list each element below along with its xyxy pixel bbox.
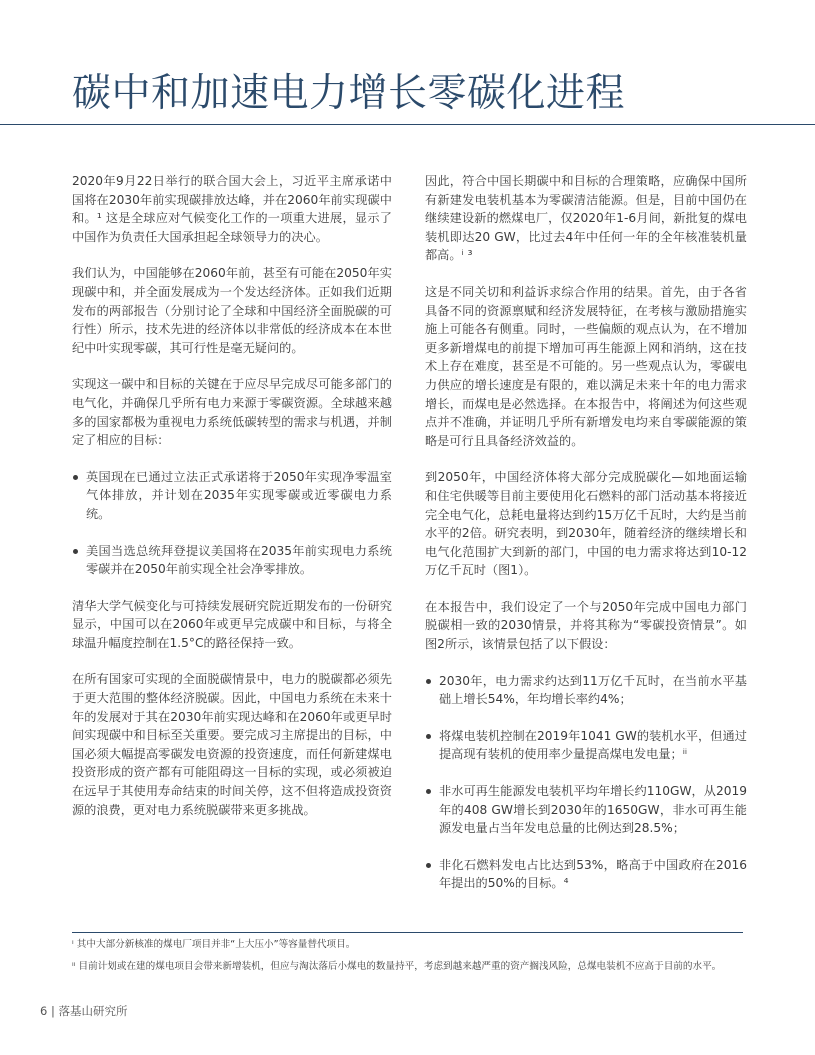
paragraph: 到2050年，中国经济体将大部分完成脱碳化—如地面运输和住宅供暖等目前主要使用化石燃料的部门活动基本将接近完全电气化，总耗电量将达到约15万亿千瓦时，大约是当前水平的2倍。研究表明，到2030年，随着经济的继续增长和电气化范围扩大到新的部门，中国的电力需求将达到10-12万亿千瓦时（图1）。 — [425, 470, 747, 578]
list-item: 非水可再生能源发电装机平均年增长约110GW，从2019年的408 GW增长到2030年的1650GW，非水可再生能源发电量占当年发电总量的比例达到28.5%； — [425, 782, 747, 838]
list-item: 美国当选总统拜登提议美国将在2035年前实现电力系统零碳并在2050年前实现全社会净零排放。 — [72, 542, 392, 579]
left-column — [72, 172, 392, 837]
list-item: 非化石燃料发电占比达到53%，略高于中国政府在2016年提出的50%的目标。⁴ — [425, 856, 747, 893]
list-item: 将煤电装机控制在2019年1041 GW的装机水平，但通过提高现有装机的使用率少量提高煤电发电量；ⁱⁱ — [425, 727, 747, 764]
paragraph: 这是不同关切和利益诉求综合作用的结果。首先，由于各省具备不同的资源禀赋和经济发展特征，在考核与激励措施实施上可能各有侧重。同时，一些偏颇的观点认为，在不增加更多新增煤电的前提下增加可再生能源上网和消纳，这在技术上存在难度，甚至是不可能的。另一些观点认为，零碳电力供应的增长速度是有限的，难以满足未来十年的电力需求增长，而煤电是必然选择。在本报告中，将阐述为何这些观点并不准确，并证明几乎所有新增发电均来自零碳能源的策略是可行且具备经济效益的。 — [425, 284, 747, 448]
list-item: 英国现在已通过立法正式承诺将于2050年实现净零温室气体排放，并计划在2035年实现零碳或近零碳电力系统。 — [72, 468, 392, 524]
paragraph: 在本报告中，我们设定了一个与2050年完成中国电力部门脱碳相一致的2030情景，并将其称为“零碳投资情景”。如图2所示，该情景包括了以下假设： — [425, 599, 747, 652]
assumption-list — [425, 672, 747, 893]
title-divider — [0, 124, 815, 125]
target-list — [72, 468, 392, 579]
footnote-2: ⁱⁱ 目前计划或在建的煤电项目会带来新增装机，但应与淘汰落后小煤电的数量持平，考虑到越来越严重的资产搁浅风险，总煤电装机不应高于目前的水平。 — [72, 961, 722, 972]
paragraph: 2020年9月22日举行的联合国大会上，习近平主席承诺中国将在2030年前实现碳排放达峰，并在2060年前实现碳中和。¹ 这是全球应对气候变化工作的一项重大进展，显示了中国作为负责任大国承担起全球领导力的决心。 — [72, 174, 392, 244]
right-column — [425, 172, 747, 911]
paragraph: 在所有国家可实现的全面脱碳情景中，电力的脱碳都必须先于更大范围的整体经济脱碳。因此，中国电力系统在未来十年的发展对于其在2030年前实现达峰和在2060年或更早时间实现碳中和目标至关重要。要完成习主席提出的目标，中国必须大幅提高零碳发电资源的投资速度，而任何新建煤电投资形成的资产都有可能阻碍这一目标的实现，或必须被迫在远早于其使用寿命结束的时间关停，这不但将造成投资资源的浪费，更对电力系统脱碳带来更多挑战。 — [72, 672, 392, 817]
list-item: 2030年，电力需求约达到11万亿千瓦时，在当前水平基础上增长54%，年均增长率约4%； — [425, 672, 747, 709]
footnote-divider — [72, 932, 743, 933]
paragraph: 我们认为，中国能够在2060年前，甚至有可能在2050年实现碳中和，并全面发展成为一个发达经济体。正如我们近期发布的两部报告（分别讨论了全球和中国经济全面脱碳的可行性）所示，技术先进的经济体以非常低的经济成本在本世纪中叶实现零碳，其可行性是毫无疑问的。 — [72, 266, 392, 355]
paragraph: 实现这一碳中和目标的关键在于应尽早完成尽可能多部门的电气化，并确保几乎所有电力来源于零碳资源。全球越来越多的国家都极为重视电力系统低碳转型的需求与机遇，并制定了相应的目标： — [72, 377, 392, 448]
page-title: 碳中和加速电力增长零碳化进程 — [72, 71, 626, 116]
paragraph: 因此，符合中国长期碳中和目标的合理策略，应确保中国所有新建发电装机基本为零碳清洁能源。但是，目前中国仍在继续建设新的燃煤电厂，仅2020年1-6月间，新批复的煤电装机即达20 GW，比过去4年中任何一年的全年核准装机量都高。ⁱ ³ — [425, 174, 747, 263]
footnote-1: ⁱ 其中大部分新核准的煤电厂项目并非“上大压小”等容量替代项目。 — [72, 939, 356, 950]
paragraph: 清华大学气候变化与可持续发展研究院近期发布的一份研究显示，中国可以在2060年或更早完成碳中和目标，与将全球温升幅度控制在1.5°C的路径保持一致。 — [72, 598, 392, 650]
page-footer: 6 | 落基山研究所 — [40, 1004, 128, 1018]
